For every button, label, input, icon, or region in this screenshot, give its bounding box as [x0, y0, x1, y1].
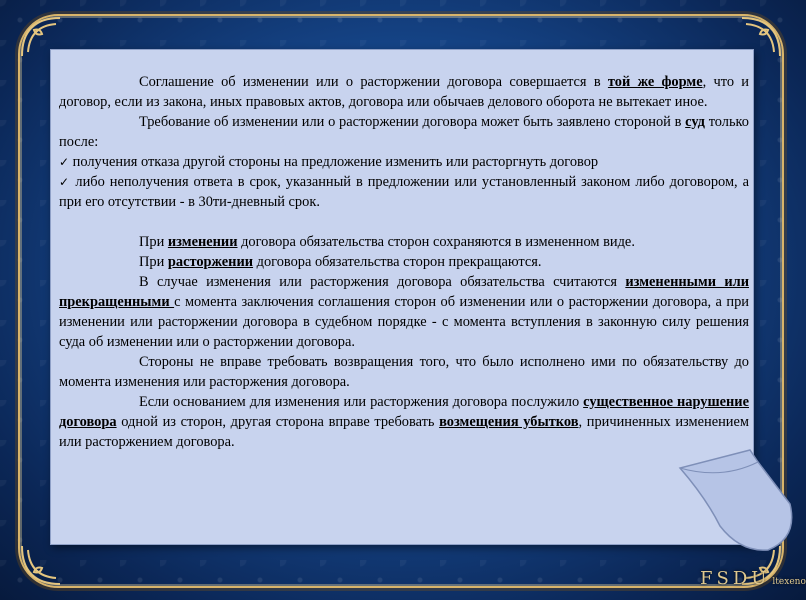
- emphasis-same-form: той же форме: [607, 74, 703, 90]
- paragraph-moment: В случае изменения или расторжения договора обязательства считаются измененными или прекращенными с момента заключения соглашения сторон об изменении или о расторжении договора, а при изменении или расторжении договора в судебном порядке - с момента вступления в законную силу решения суда об изменении или о расторжении договора.: [59, 274, 750, 350]
- list-item: ✓ либо неполучения ответа в срок, указанный в предложении или установленный законом либо договором, а при его отсутствии - в 30ти-дневный срок.: [59, 174, 749, 210]
- emphasis-change: изменении: [167, 234, 238, 250]
- emphasis-termination: расторжении: [167, 254, 254, 270]
- logo: FSDU ltexeno: [700, 568, 806, 589]
- paragraph-termination: При расторжении договора обязательства сторон прекращаются.: [139, 254, 542, 270]
- page-curl-icon: [662, 448, 802, 554]
- paragraph-form: Соглашение об изменении или о расторжении договора совершается в той же форме, что и договор, если из закона, иных правовых актов, договора или обычаев делового оборота не вытекает иное.: [59, 74, 750, 110]
- emphasis-damages: возмещения убытков: [439, 414, 579, 430]
- paragraph-damages: Если основанием для изменения или расторжения договора послужило существенное нарушение договора одной из сторон, другая сторона вправе требовать возмещения убытков, причиненных изменением или расторжением договора.: [59, 394, 749, 450]
- emphasis-material-breach: существенное нарушение договора: [59, 394, 749, 430]
- spacer: [59, 212, 749, 232]
- paragraph-change: При изменении договора обязательства сторон сохраняются в измененном виде.: [139, 234, 635, 250]
- paragraph-court-demand: Требование об изменении или о расторжении договора может быть заявлено стороной в суд только после:: [59, 114, 749, 150]
- checkmark-icon: ✓: [59, 175, 71, 189]
- checkmark-icon: ✓: [59, 155, 70, 169]
- content-panel: [50, 49, 754, 545]
- paragraph-no-return: Стороны не вправе требовать возвращения того, что было исполнено ими по обязательству до момента изменения или расторжения договора.: [59, 354, 749, 390]
- slide-text: [59, 72, 749, 452]
- emphasis-court: суд: [685, 114, 705, 130]
- emphasis-changed-terminated: измененными или прекращенными: [59, 274, 749, 310]
- list-item: ✓ получения отказа другой стороны на предложение изменить или расторгнуть договор: [59, 154, 599, 170]
